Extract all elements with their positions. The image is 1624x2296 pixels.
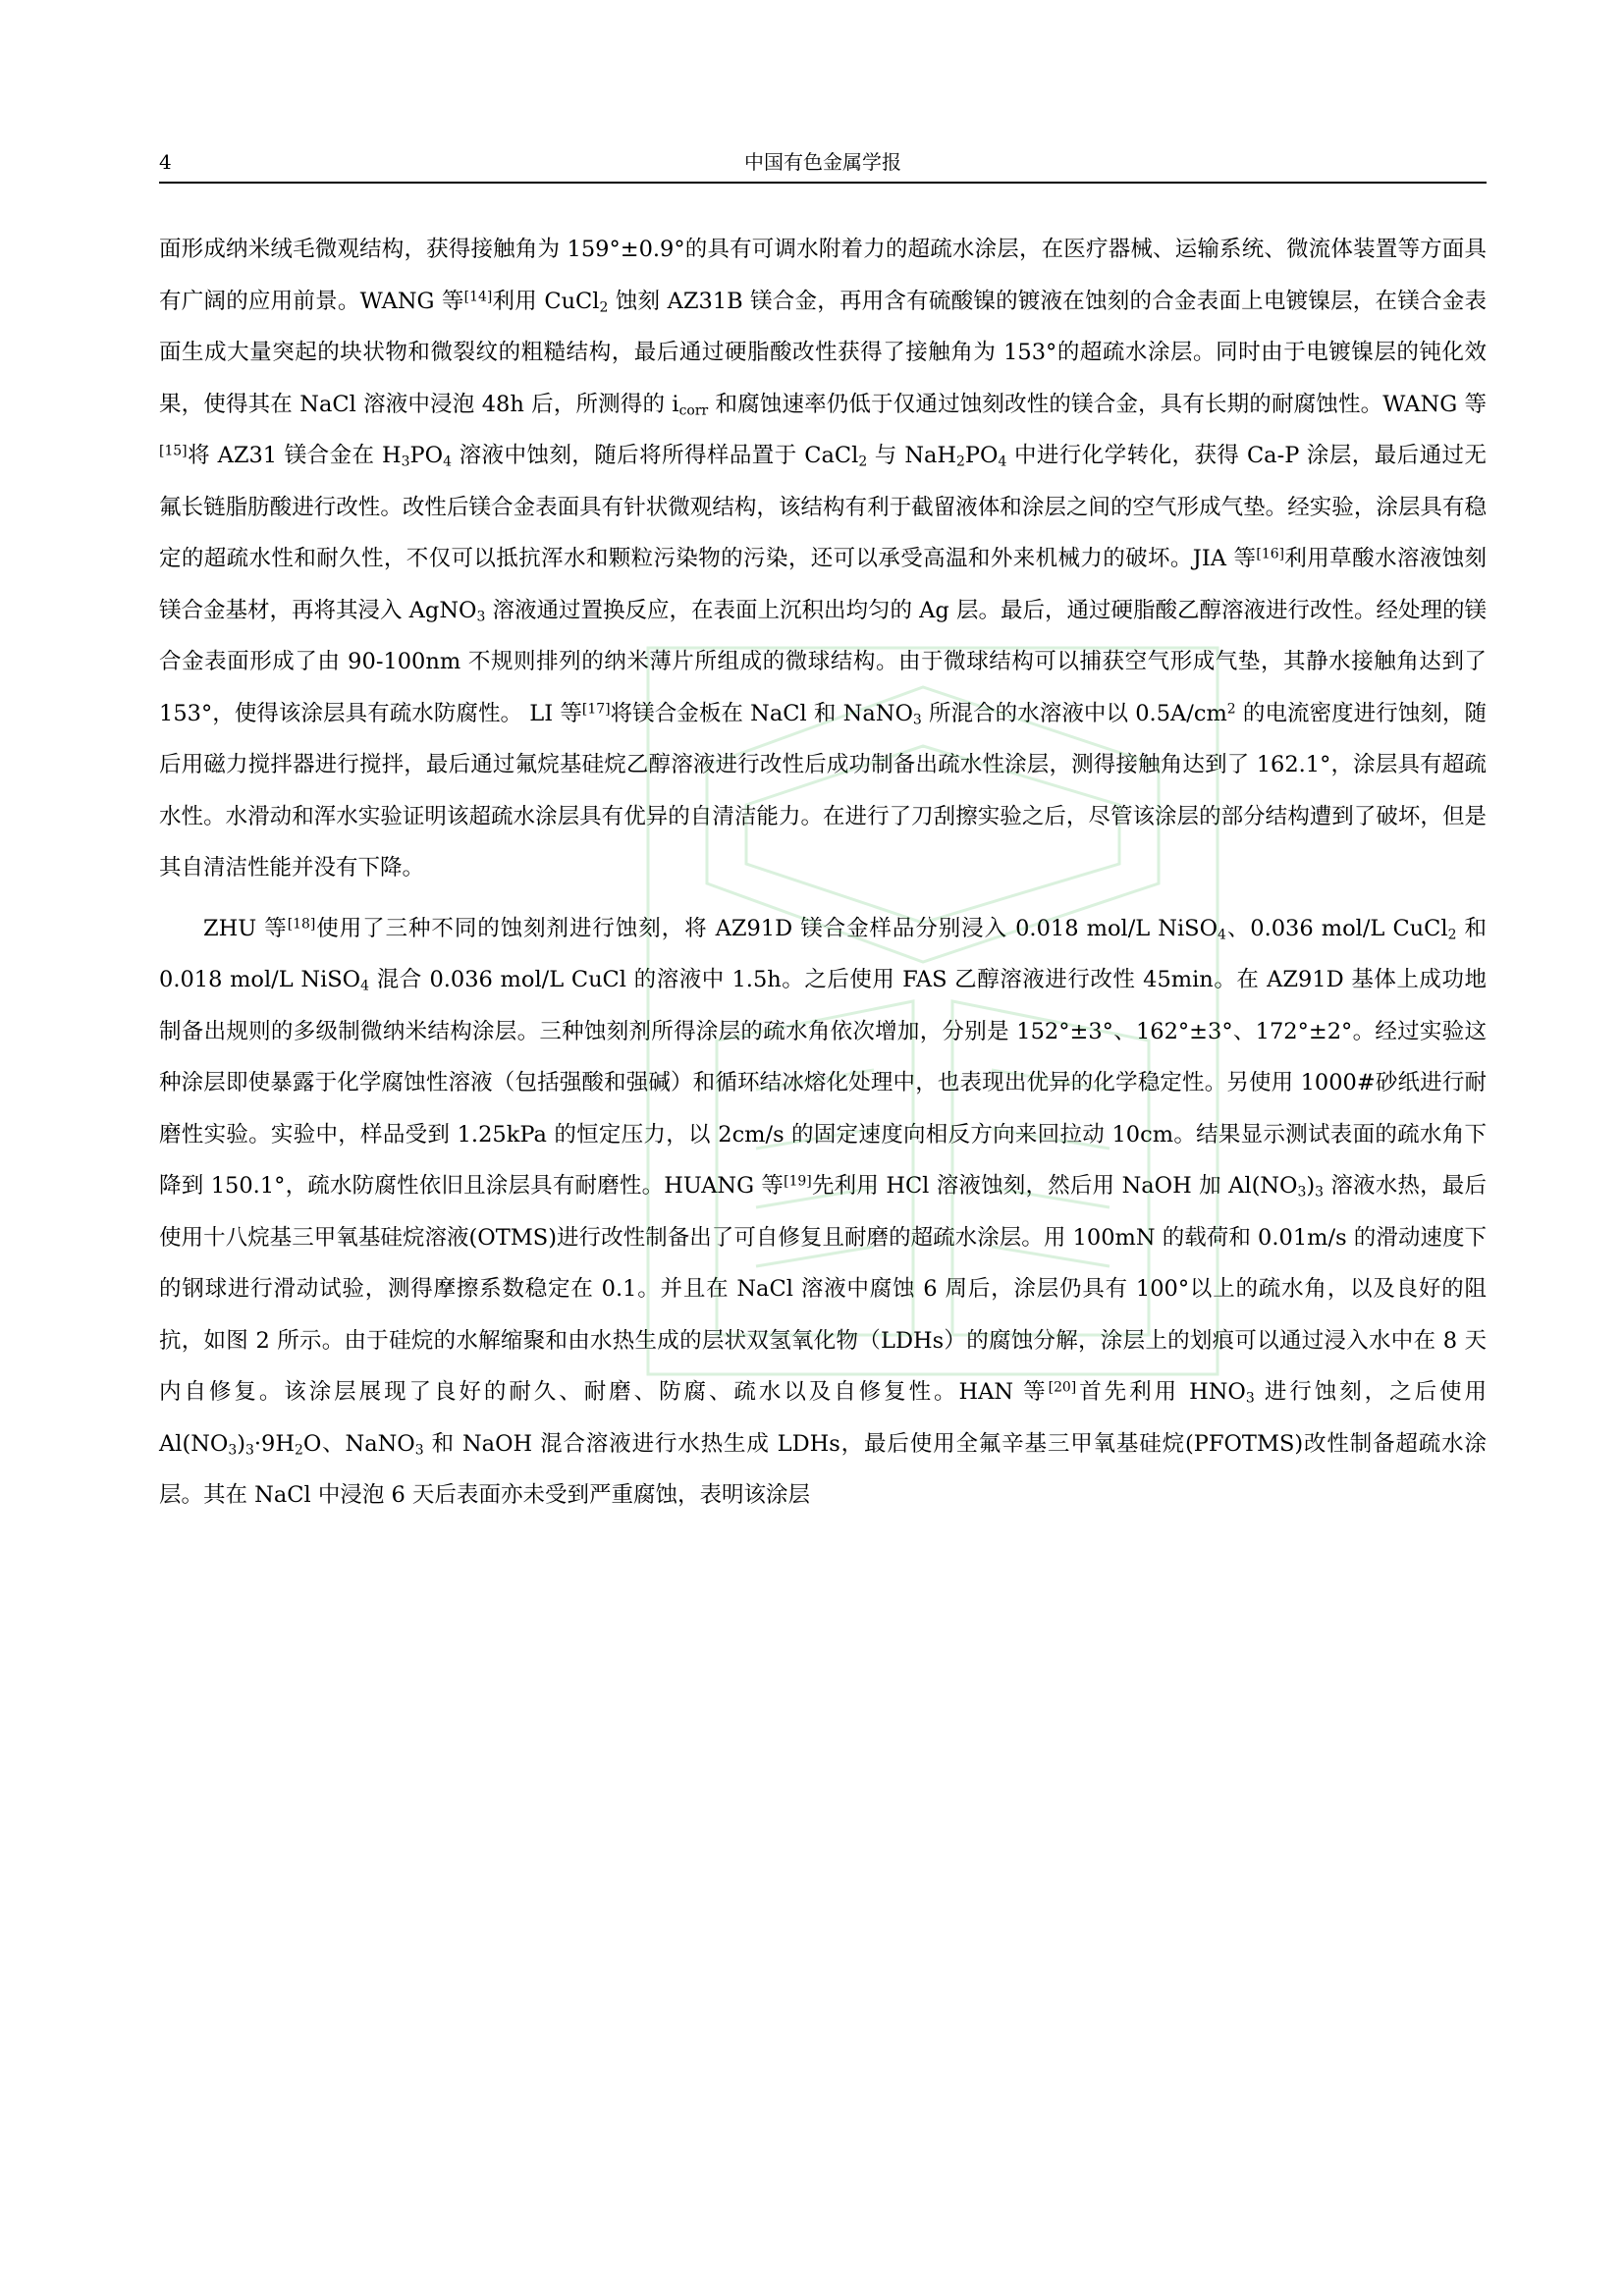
text-run: 进行蚀刻，之后使用 Al(NO [159, 1379, 1487, 1457]
text-run: 先利用 HCl 溶液蚀刻，然后用 NaOH 加 Al(NO [811, 1173, 1298, 1199]
text-run: ) [1306, 1173, 1316, 1199]
text-run: 中进行化学转化，获得 Ca-P 涂层，最后通过无氟长链脂肪酸进行改性。改性后镁合金表面具有针状微观结构，该结构有利于截留液体和涂层之间的空气形成气垫。经实验，涂层具有稳定的超疏水性和耐久性，不仅可以抵抗浑水和颗粒污染物的污染，还可以承受高温和外来机械力的破坏。JIA 等 [159, 443, 1487, 571]
subscript: 2 [1447, 926, 1457, 942]
text-run: 、0.036 mol/L CuCl [1225, 915, 1448, 941]
superscript: [20] [1048, 1379, 1077, 1396]
text-run: 利用草酸水溶液蚀刻镁合金基材，再将其浸入 AgNO [159, 546, 1487, 623]
subscript: 4 [443, 454, 453, 470]
text-run: 蚀刻 AZ31B 镁合金，再用含有硫酸镍的镀液在蚀刻的合金表面上电镀镍层，在镁合金表面生成大量突起的块状物和微裂纹的粗糙结构，最后通过硬脂酸改性获得了接触角为 153°的超疏水涂层。同时由于电镀镍层的钝化效果，使得其在 NaCl 溶液中浸泡 48h 后，所测得的 i [159, 288, 1487, 417]
text-run: O、NaNO [302, 1430, 415, 1457]
header-rule [159, 182, 1487, 184]
superscript: [17] [581, 700, 611, 717]
subscript: 4 [998, 454, 1007, 470]
text-run: 和 0.018 mol/L NiSO [159, 915, 1488, 992]
page-number: 4 [159, 150, 172, 174]
paragraph [159, 903, 1487, 1522]
text-run: 首先利用 HNO [1076, 1379, 1246, 1405]
subscript: 3 [228, 1441, 238, 1458]
subscript: 3 [1297, 1184, 1307, 1201]
subscript: 2 [599, 298, 609, 315]
text-run: 溶液水热，最后使用十八烷基三甲氧基硅烷溶液(OTMS)进行改性制备出了可自修复且耐磨的超疏水涂层。用 100mN 的载荷和 0.01m/s 的滑动速度下的钢球进行滑动试验，测得摩擦系数稳定在 0.1。并且在 NaCl 溶液中腐蚀 6 周后，涂层仍具有 100°以上的疏水角，以及良好的阻抗，如图 2 所示。由于硅烷的水解缩聚和由水热生成的层状双氢氧化物（LDHs）的腐蚀分解，涂层上的划痕可以通过浸入水中在 8 天内自修复。该涂层展现了良好的耐久、耐磨、防腐、疏水以及自修复性。HAN 等 [159, 1173, 1487, 1405]
text-run: ·9H [253, 1430, 295, 1457]
text-run: 与 NaH [867, 443, 957, 468]
text-run: 将 AZ31 镁合金在 H [187, 443, 402, 468]
text-run: PO [964, 443, 999, 468]
text-run: 面形成纳米绒毛微观结构，获得接触角为 159°±0.9°的具有可调水附着力的超疏水涂层，在医疗器械、运输系统、微流体装置等方面具有广阔的应用前景。WANG 等 [159, 237, 1487, 314]
text-run: 将镁合金板在 NaCl 和 NaNO [610, 700, 913, 726]
superscript: [18] [287, 915, 316, 932]
text-run: 利用 CuCl [492, 288, 600, 314]
superscript: [19] [784, 1173, 812, 1190]
subscript: 3 [912, 711, 922, 727]
text-run: 溶液中蚀刻，随后将所得样品置于 CaCl [452, 443, 859, 468]
superscript: [16] [1256, 546, 1285, 562]
text-run: 使用了三种不同的蚀刻剂进行蚀刻，将 AZ91D 镁合金样品分别浸入 0.018 mol/L NiSO [315, 915, 1218, 941]
superscript: [14] [463, 288, 493, 304]
text-run: 溶液通过置换反应，在表面上沉积出均匀的 Ag 层。最后，通过硬脂酸乙醇溶液进行改性。经处理的镁合金表面形成了由 90-100nm 不规则排列的纳米薄片所组成的微球结构。由于微球结构可以捕获空气形成气垫，其静水接触角达到了 153°，使得该涂层具有疏水防腐性。 LI 等 [159, 597, 1487, 726]
subscript: 4 [1218, 926, 1226, 942]
subscript: 3 [476, 608, 486, 624]
subscript: 3 [245, 1441, 254, 1458]
text-run: PO [409, 443, 444, 468]
text-run: 混合 0.036 mol/L CuCl 的溶液中 1.5h。之后使用 FAS 乙醇溶液进行改性 45min。在 AZ91D 基体上成功地制备出规则的多级制微纳米结构涂层。三种蚀刻剂所得涂层的疏水角依次增加，分别是 152°±3°、162°±3°、172°±2°。经过实验这种涂层即使暴露于化学腐蚀性溶液（包括强酸和强碱）和循环结冰熔化处理中，也表现出优异的化学稳定性。另使用 1000#砂纸进行耐磨性实验。实验中，样品受到 1.25kPa 的恒定压力，以 2cm/s 的固定速度向相反方向来回拉动 10cm。结果显示测试表面的疏水角下降到 150.1°，疏水防腐性依旧且涂层具有耐磨性。HUANG 等 [159, 967, 1487, 1199]
superscript: [15] [159, 443, 188, 459]
text-run: 和 NaOH 混合溶液进行水热生成 LDHs，最后使用全氟辛基三甲氧基硅烷(PFOTMS)改性制备超疏水涂层。其在 NaCl 中浸泡 6 天后表面亦未受到严重腐蚀，表明该涂层 [159, 1430, 1487, 1508]
subscript: 2 [956, 454, 965, 470]
subscript: 3 [1315, 1184, 1325, 1201]
text-run: ) [237, 1430, 246, 1457]
subscript: 2 [858, 454, 868, 470]
running-header [159, 149, 1487, 179]
paragraph [159, 224, 1487, 894]
subscript: 3 [401, 454, 410, 470]
journal-title: 中国有色金属学报 [744, 150, 901, 174]
superscript: 2 [1226, 700, 1236, 717]
text-run: ZHU 等 [203, 915, 288, 941]
subscript: 4 [360, 978, 370, 994]
subscript: 3 [1245, 1390, 1255, 1407]
subscript: corr [678, 401, 709, 418]
subscript: 2 [294, 1441, 303, 1458]
text-run: 所混合的水溶液中以 0.5A/cm [921, 700, 1227, 726]
article-body [159, 224, 1487, 1522]
text-run: 的电流密度进行蚀刻，随后用磁力搅拌器进行搅拌，最后通过氟烷基硅烷乙醇溶液进行改性后成功制备出疏水性涂层，测得接触角达到了 162.1°，涂层具有超疏水性。水滑动和浑水实验证明该超疏水涂层具有优异的自清洁能力。在进行了刀刮擦实验之后，尽管该涂层的部分结构遭到了破坏，但是其自清洁性能并没有下降。 [159, 700, 1487, 881]
text-run: 和腐蚀速率仍低于仅通过蚀刻改性的镁合金，具有长期的耐腐蚀性。WANG 等 [708, 391, 1487, 417]
subscript: 3 [414, 1441, 424, 1458]
